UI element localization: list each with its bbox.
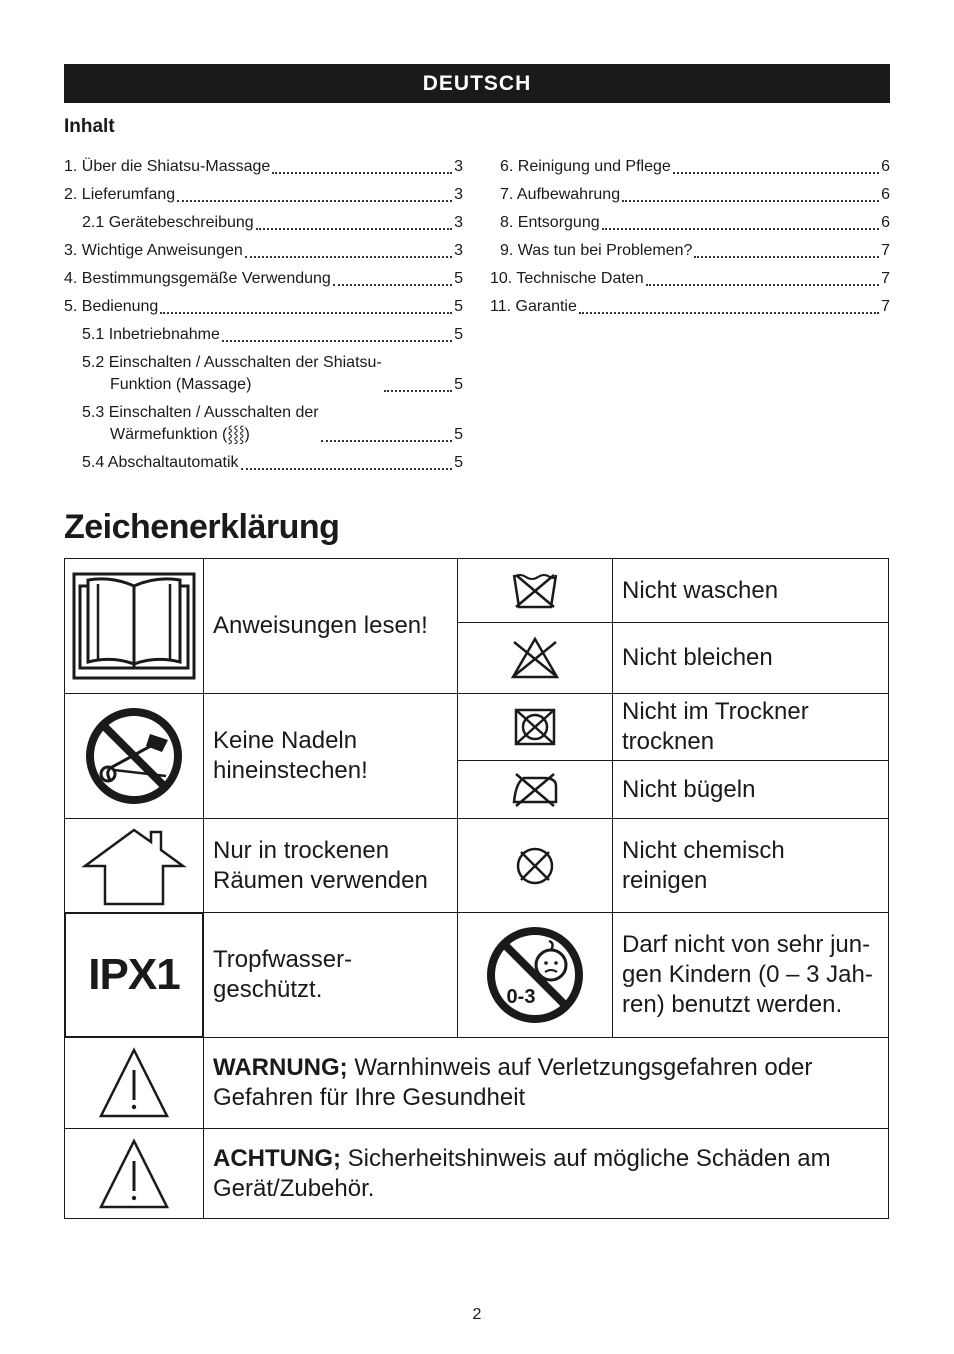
- section-title: Zeichenerklärung: [64, 508, 340, 546]
- no-tumble-dry-icon: [457, 693, 613, 761]
- toc-entry[interactable]: 10. Technische Daten 7: [490, 270, 890, 287]
- toc-entry[interactable]: 5. Bedienung 5: [64, 298, 463, 315]
- toc-right-column: [490, 150, 890, 318]
- language-header: DEUTSCH: [64, 64, 890, 103]
- toc-entry[interactable]: 3. Wichtige Anweisungen 3: [64, 242, 463, 259]
- ipx1-label: IPX1: [64, 912, 204, 1038]
- toc-entry[interactable]: 5.3 Einschalten / Ausschalten der Wärmefunktion (⸾⸾⸾) 5: [82, 404, 463, 443]
- no-children-icon: [457, 912, 613, 1038]
- toc-entry[interactable]: 6. Reinigung und Pflege 6: [500, 158, 890, 175]
- no-dry-clean-text: Nicht chemisch reinigen: [612, 818, 889, 913]
- no-bleach-icon: [457, 622, 613, 694]
- page-number: 2: [472, 1306, 482, 1323]
- toc-entry[interactable]: 2. Lieferumfang 3: [64, 186, 463, 203]
- age-badge: 0-3: [506, 986, 536, 1008]
- no-iron-text: Nicht bügeln: [612, 760, 889, 819]
- house-icon: [64, 818, 204, 913]
- no-needles-text: Keine Nadeln hineinstechen!: [203, 693, 458, 819]
- toc-entry[interactable]: 5.2 Einschalten / Ausschalten der Shiatsu- Funktion (Massage) 5: [82, 354, 463, 393]
- read-instructions-text: Anweisungen lesen!: [203, 558, 458, 694]
- no-tumble-dry-text: Nicht im Trockner trocknen: [612, 693, 889, 761]
- toc-entry[interactable]: 5.4 Abschaltautomatik 5: [82, 454, 463, 471]
- warning-triangle-icon: [64, 1037, 204, 1129]
- no-needles-icon: [64, 693, 204, 819]
- toc-entry[interactable]: 8. Entsorgung 6: [500, 214, 890, 231]
- no-bleach-text: Nicht bleichen: [612, 622, 889, 694]
- no-wash-text: Nicht waschen: [612, 558, 889, 623]
- toc-entry[interactable]: 1. Über die Shiatsu-Massage 3: [64, 158, 463, 175]
- caution-text: ACHTUNG; Sicherheitshinweis auf mögliche Schäden am Gerät/Zubehör.: [203, 1128, 889, 1219]
- toc-entry[interactable]: 9. Was tun bei Problemen? 7: [500, 242, 890, 259]
- toc-entry[interactable]: 5.1 Inbetriebnahme 5: [82, 326, 463, 343]
- toc-entry[interactable]: 11. Garantie 7: [490, 298, 890, 315]
- toc-left-column: [64, 150, 463, 474]
- toc-entry[interactable]: 7. Aufbewahrung 6: [500, 186, 890, 203]
- caution-label: ACHTUNG;: [213, 1144, 341, 1172]
- toc-entry[interactable]: 4. Bestimmungsgemäße Verwendung 5: [64, 270, 463, 287]
- children-warning-text: Darf nicht von sehr jun- gen Kindern (0 – 3 Jah- ren) benutzt werden.: [612, 912, 889, 1038]
- symbol-legend-table: [64, 558, 889, 1219]
- no-wash-icon: [457, 558, 613, 623]
- warning-label: WARNUNG;: [213, 1054, 348, 1081]
- warning-text: WARNUNG; Warnhinweis auf Verletzungsgefahren oder Gefahren für Ihre Gesundheit: [203, 1037, 889, 1129]
- no-dry-clean-icon: [457, 818, 613, 913]
- dry-rooms-text: Nur in trockenen Räumen verwenden: [203, 818, 458, 913]
- no-iron-icon: [457, 760, 613, 819]
- drip-protected-text: Tropfwasser- geschützt.: [203, 912, 458, 1038]
- caution-triangle-icon: [64, 1128, 204, 1219]
- toc-heading: Inhalt: [64, 116, 115, 137]
- book-icon: [64, 558, 204, 694]
- toc-entry[interactable]: 2.1 Gerätebeschreibung 3: [82, 214, 463, 231]
